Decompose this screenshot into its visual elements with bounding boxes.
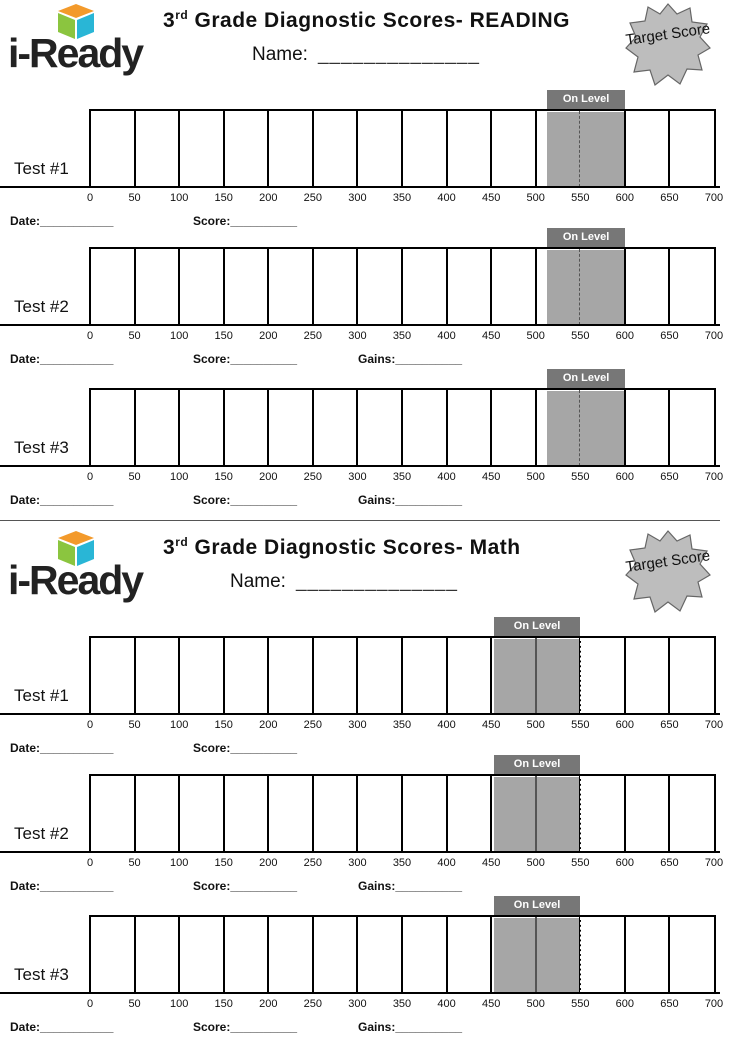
tick-line [490,388,492,466]
tick-line [223,109,225,187]
tick-label: 600 [615,330,635,342]
tick-label: 200 [259,857,278,869]
date-field[interactable]: Date:___________ [10,352,114,366]
score-field[interactable]: Score:__________ [193,741,298,755]
tick-label: 600 [615,998,635,1010]
on-level-label: On Level [494,617,580,636]
tick-label: 600 [615,857,635,869]
tick-line [446,247,448,325]
gains-field[interactable]: Gains:__________ [358,352,463,366]
tick-line [178,636,180,714]
tick-line [267,636,269,714]
tick-line [312,109,314,187]
tick-line [223,636,225,714]
test-3-scale [0,369,724,507]
tick-label: 0 [86,471,94,483]
tick-line [401,247,403,325]
on-level-marker [535,776,537,852]
tick-line [624,774,626,852]
tick-line [446,109,448,187]
on-level-marker [535,638,537,714]
tick-label: 400 [437,857,456,869]
date-field[interactable]: Date:___________ [10,1020,114,1034]
tick-label: 600 [615,192,635,204]
tick-line [312,247,314,325]
tick-line [134,388,136,466]
tick-line [668,388,670,466]
tick-label: 550 [571,719,590,731]
tick-label: 250 [303,719,323,731]
tick-line [267,247,269,325]
name-field[interactable]: Name: ______________ [252,44,480,65]
tick-label: 100 [169,192,189,204]
tick-line [624,247,626,325]
section-divider [0,520,720,521]
tick-line [312,388,314,466]
tick-line [223,247,225,325]
tick-label: 300 [348,471,367,483]
tick-label: 50 [128,719,141,731]
tick-label: 400 [437,330,456,342]
tick-line [446,636,448,714]
tick-label: 350 [392,330,412,342]
tick-line [267,109,269,187]
tick-line [312,915,314,993]
scale-baseline [0,186,720,188]
tick-line [134,915,136,993]
tick-label: 400 [437,719,456,731]
tick-label: 650 [660,998,679,1010]
tick-label: 300 [348,330,367,342]
tick-label: 300 [348,192,367,204]
tick-line [668,109,670,187]
tick-label: 600 [615,471,635,483]
tick-label: 150 [214,330,233,342]
test-label: Test #2 [14,824,69,843]
on-level-label: On Level [547,90,625,109]
tick-label: 450 [481,330,501,342]
tick-label: 150 [214,471,233,483]
tick-line [178,109,180,187]
tick-label: 100 [169,719,189,731]
tick-line [624,388,626,466]
tick-label: 350 [392,719,412,731]
on-level-marker [579,249,580,325]
score-field[interactable]: Score:__________ [193,493,298,507]
reading-section [0,0,724,520]
tick-label: 150 [214,857,233,869]
tick-line [267,915,269,993]
tick-line [312,774,314,852]
target-score-badge: Target Score [624,2,712,88]
tick-line [401,636,403,714]
name-field[interactable]: Name: ______________ [230,571,458,592]
test-label: Test #3 [14,438,69,457]
tick-label: 650 [660,719,679,731]
tick-label: 550 [571,998,590,1010]
tick-label: 250 [303,998,323,1010]
tick-label: 50 [128,998,141,1010]
gains-field[interactable]: Gains:__________ [358,1020,463,1034]
score-field[interactable]: Score:__________ [193,214,298,228]
logo-wordmark: i-Ready [8,30,143,76]
tick-label: 0 [86,192,94,204]
tick-label: 500 [526,330,545,342]
tick-label: 200 [259,192,278,204]
gains-field[interactable]: Gains:__________ [358,493,463,507]
on-level-marker [579,390,580,466]
tick-line [668,636,670,714]
tick-line [490,774,492,852]
tick-line [267,388,269,466]
tick-label: 50 [128,857,141,869]
tick-label: 650 [660,192,679,204]
tick-label: 0 [86,719,94,731]
tick-label: 300 [348,857,367,869]
tick-label: 100 [169,857,189,869]
tick-line [356,109,358,187]
scale-baseline [0,851,720,853]
tick-label: 400 [437,192,456,204]
tick-label: 550 [571,192,590,204]
tick-label: 500 [526,192,545,204]
score-field[interactable]: Score:__________ [193,879,298,893]
tick-label: 250 [303,471,323,483]
on-level-marker [579,111,580,187]
tick-label: 250 [303,330,323,342]
tick-label: 0 [86,857,94,869]
test-label: Test #3 [14,965,69,984]
tick-label: 50 [128,471,141,483]
tick-line [134,636,136,714]
tick-line [134,774,136,852]
tick-label: 0 [86,998,94,1010]
tick-label: 150 [214,998,233,1010]
tick-label: 50 [128,192,141,204]
tick-label: 700 [704,192,724,204]
tick-label: 400 [437,998,456,1010]
tick-line [490,247,492,325]
tick-label: 300 [348,719,367,731]
test-1-scale [0,90,724,228]
tick-line [312,636,314,714]
date-field[interactable]: Date:___________ [10,214,114,228]
tick-line [624,636,626,714]
tick-line [267,774,269,852]
tick-line [668,915,670,993]
tick-label: 550 [571,857,590,869]
tick-line [178,247,180,325]
test-label: Test #1 [14,686,69,705]
tick-line [490,109,492,187]
tick-label: 500 [526,857,545,869]
tick-label: 0 [86,330,94,342]
tick-label: 550 [571,471,590,483]
page-title: 3rd Grade Diagnostic Scores- Math [163,535,521,559]
tick-label: 250 [303,192,323,204]
tick-label: 450 [481,998,501,1010]
tick-line [223,388,225,466]
scale-baseline [0,465,720,467]
tick-label: 200 [259,471,278,483]
test-2-scale [0,755,724,893]
tick-line [356,247,358,325]
tick-line [446,915,448,993]
tick-line [446,388,448,466]
tick-label: 450 [481,857,501,869]
tick-label: 200 [259,330,278,342]
tick-line [535,109,537,187]
tick-line [356,774,358,852]
tick-label: 450 [481,471,501,483]
tick-label: 400 [437,471,456,483]
score-field[interactable]: Score:__________ [193,1020,298,1034]
tick-line [356,636,358,714]
tick-label: 100 [169,330,189,342]
score-field[interactable]: Score:__________ [193,352,298,366]
tick-label: 350 [392,192,412,204]
gains-field[interactable]: Gains:__________ [358,879,463,893]
test-1-scale [0,617,724,755]
tick-label: 700 [704,330,724,342]
on-level-label: On Level [494,755,580,774]
tick-line [401,388,403,466]
tick-line [446,774,448,852]
tick-label: 700 [704,857,724,869]
date-field[interactable]: Date:___________ [10,741,114,755]
tick-line [490,915,492,993]
tick-label: 350 [392,998,412,1010]
tick-label: 500 [526,998,545,1010]
date-field[interactable]: Date:___________ [10,879,114,893]
tick-line [668,247,670,325]
on-level-label: On Level [494,896,580,915]
tick-line [401,915,403,993]
tick-line [223,774,225,852]
tick-line [624,109,626,187]
tick-line [223,915,225,993]
iready-logo [8,529,148,601]
tick-line [624,915,626,993]
scale-baseline [0,713,720,715]
tick-line [535,388,537,466]
tick-label: 600 [615,719,635,731]
tick-line [356,915,358,993]
tick-label: 200 [259,719,278,731]
iready-logo [8,2,148,74]
tick-label: 150 [214,719,233,731]
tick-label: 150 [214,192,233,204]
tick-label: 650 [660,330,679,342]
page-title: 3rd Grade Diagnostic Scores- READING [163,8,570,32]
tick-label: 250 [303,857,323,869]
tick-line [668,774,670,852]
tick-line [401,109,403,187]
test-label: Test #2 [14,297,69,316]
on-level-marker [535,917,537,993]
tick-label: 350 [392,471,412,483]
tick-label: 100 [169,471,189,483]
target-score-badge: Target Score [624,529,712,615]
test-3-scale [0,896,724,1034]
tick-label: 700 [704,998,724,1010]
tick-line [356,388,358,466]
on-level-edge [580,776,581,852]
tick-line [178,388,180,466]
tick-label: 500 [526,719,545,731]
on-level-label: On Level [547,228,625,247]
tick-label: 500 [526,471,545,483]
date-field[interactable]: Date:___________ [10,493,114,507]
tick-line [178,915,180,993]
tick-label: 550 [571,330,590,342]
test-2-scale [0,228,724,366]
tick-label: 700 [704,471,724,483]
scale-baseline [0,992,720,994]
logo-wordmark: i-Ready [8,557,143,603]
tick-label: 650 [660,471,679,483]
tick-line [134,109,136,187]
tick-label: 300 [348,998,367,1010]
tick-label: 200 [259,998,278,1010]
tick-label: 450 [481,719,501,731]
tick-line [401,774,403,852]
tick-line [178,774,180,852]
tick-label: 350 [392,857,412,869]
on-level-edge [580,638,581,714]
tick-label: 700 [704,719,724,731]
tick-line [490,636,492,714]
tick-line [134,247,136,325]
on-level-edge [580,917,581,993]
tick-label: 650 [660,857,679,869]
math-section [0,527,724,1047]
tick-line [535,247,537,325]
tick-label: 100 [169,998,189,1010]
tick-label: 450 [481,192,501,204]
test-label: Test #1 [14,159,69,178]
scale-baseline [0,324,720,326]
on-level-label: On Level [547,369,625,388]
tick-label: 50 [128,330,141,342]
